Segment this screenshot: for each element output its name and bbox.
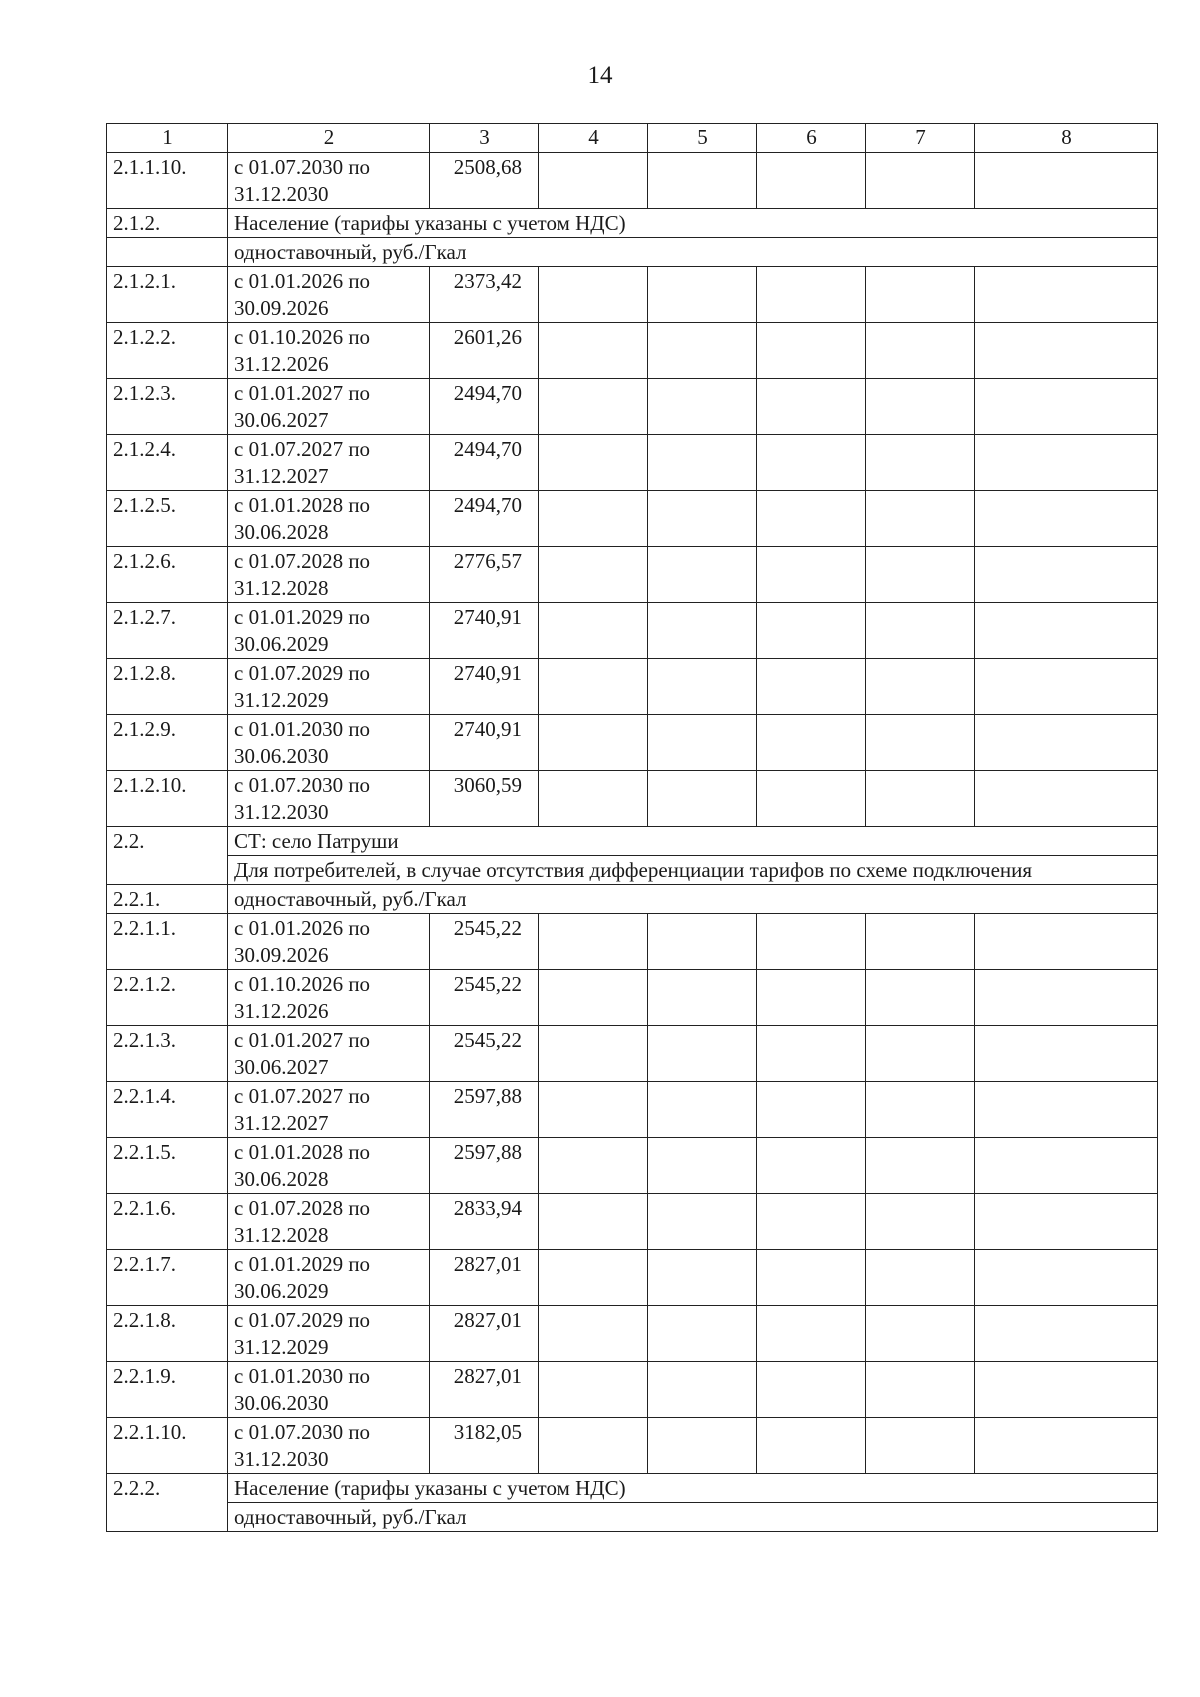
empty-cell — [648, 1138, 757, 1194]
tariff-value: 2740,91 — [430, 715, 539, 771]
item-number: 2.1.2.2. — [107, 323, 228, 379]
item-number: 2.1.2.4. — [107, 435, 228, 491]
item-number: 2.2.1.3. — [107, 1026, 228, 1082]
empty-cell — [757, 970, 866, 1026]
period-cell: с 01.07.2030 по 31.12.2030 — [228, 153, 430, 209]
empty-cell — [866, 970, 975, 1026]
period-cell: с 01.10.2026 по 31.12.2026 — [228, 323, 430, 379]
period-cell: с 01.01.2030 по 30.06.2030 — [228, 1362, 430, 1418]
empty-cell — [757, 1250, 866, 1306]
empty-cell — [757, 715, 866, 771]
tariff-row — [107, 153, 1158, 209]
tariff-value: 2597,88 — [430, 1138, 539, 1194]
empty-cell — [757, 267, 866, 323]
item-number: 2.1.2. — [107, 209, 228, 238]
empty-cell — [757, 1418, 866, 1474]
subsection-row — [107, 238, 1158, 267]
empty-cell — [757, 914, 866, 970]
section-title: одноставочный, руб./Гкал — [228, 885, 1158, 914]
item-number: 2.1.2.6. — [107, 547, 228, 603]
empty-cell — [648, 1306, 757, 1362]
tariff-value: 2740,91 — [430, 603, 539, 659]
empty-cell — [757, 1026, 866, 1082]
empty-cell — [539, 1194, 648, 1250]
empty-cell — [757, 379, 866, 435]
section-title: Население (тарифы указаны с учетом НДС) — [228, 209, 1158, 238]
empty-cell — [975, 379, 1158, 435]
empty-cell — [866, 1138, 975, 1194]
tariff-value: 2597,88 — [430, 1082, 539, 1138]
tariff-row — [107, 970, 1158, 1026]
empty-cell — [975, 491, 1158, 547]
empty-cell — [757, 603, 866, 659]
section-row — [107, 209, 1158, 238]
empty-cell — [975, 1418, 1158, 1474]
period-cell: с 01.07.2028 по 31.12.2028 — [228, 1194, 430, 1250]
empty-cell — [975, 771, 1158, 827]
tariff-value: 2508,68 — [430, 153, 539, 209]
tariff-row — [107, 1138, 1158, 1194]
empty-cell — [648, 659, 757, 715]
empty-cell — [539, 659, 648, 715]
empty-cell — [539, 323, 648, 379]
empty-cell — [648, 603, 757, 659]
empty-cell — [539, 914, 648, 970]
empty-cell — [648, 379, 757, 435]
empty-cell — [648, 914, 757, 970]
empty-cell — [757, 1362, 866, 1418]
item-number: 2.1.1.10. — [107, 153, 228, 209]
section-row — [107, 885, 1158, 914]
empty-cell — [866, 1026, 975, 1082]
tariff-value: 2776,57 — [430, 547, 539, 603]
tariff-value: 2373,42 — [430, 267, 539, 323]
empty-cell — [866, 323, 975, 379]
empty-cell — [866, 379, 975, 435]
tariff-value: 2827,01 — [430, 1250, 539, 1306]
item-number: 2.1.2.9. — [107, 715, 228, 771]
tariff-value: 3060,59 — [430, 771, 539, 827]
empty-cell — [757, 659, 866, 715]
tariff-value: 2494,70 — [430, 435, 539, 491]
empty-cell — [539, 771, 648, 827]
item-number: 2.2.1.4. — [107, 1082, 228, 1138]
empty-cell — [648, 1250, 757, 1306]
empty-cell — [648, 435, 757, 491]
empty-cell — [648, 715, 757, 771]
tariff-value: 2545,22 — [430, 1026, 539, 1082]
tariff-value: 2740,91 — [430, 659, 539, 715]
period-cell: с 01.07.2029 по 31.12.2029 — [228, 1306, 430, 1362]
empty-cell — [648, 153, 757, 209]
column-number: 3 — [430, 124, 539, 153]
empty-cell — [648, 267, 757, 323]
tariff-table — [106, 123, 1158, 1532]
empty-cell — [539, 1082, 648, 1138]
tariff-value: 2601,26 — [430, 323, 539, 379]
tariff-row — [107, 267, 1158, 323]
section-title: СТ: село Патруши — [228, 827, 1158, 856]
period-cell: с 01.01.2029 по 30.06.2029 — [228, 1250, 430, 1306]
period-cell: с 01.07.2028 по 31.12.2028 — [228, 547, 430, 603]
tariff-row — [107, 771, 1158, 827]
tariff-row — [107, 491, 1158, 547]
empty-cell — [866, 771, 975, 827]
item-number: 2.1.2.8. — [107, 659, 228, 715]
empty-cell — [539, 1362, 648, 1418]
empty-cell — [539, 491, 648, 547]
period-cell: с 01.07.2027 по 31.12.2027 — [228, 1082, 430, 1138]
subsection-row — [107, 856, 1158, 885]
section-row — [107, 1474, 1158, 1503]
empty-cell — [866, 153, 975, 209]
tariff-value: 2494,70 — [430, 491, 539, 547]
empty-cell — [866, 1418, 975, 1474]
empty-cell — [539, 603, 648, 659]
empty-cell — [866, 491, 975, 547]
tariff-value: 3182,05 — [430, 1418, 539, 1474]
empty-cell — [866, 1362, 975, 1418]
empty-cell — [866, 1082, 975, 1138]
empty-cell — [866, 267, 975, 323]
tariff-row — [107, 659, 1158, 715]
period-cell: с 01.01.2027 по 30.06.2027 — [228, 1026, 430, 1082]
empty-cell — [975, 1026, 1158, 1082]
empty-cell — [107, 238, 228, 267]
tariff-row — [107, 1026, 1158, 1082]
subsection-title: Для потребителей, в случае отсутствия дифференциации тарифов по схеме подключения — [228, 856, 1158, 885]
period-cell: с 01.01.2026 по 30.09.2026 — [228, 267, 430, 323]
empty-cell — [975, 1306, 1158, 1362]
empty-cell — [975, 914, 1158, 970]
tariff-value: 2545,22 — [430, 914, 539, 970]
empty-cell — [866, 547, 975, 603]
tariff-value: 2494,70 — [430, 379, 539, 435]
tariff-row — [107, 323, 1158, 379]
empty-cell — [757, 771, 866, 827]
section-title: Население (тарифы указаны с учетом НДС) — [228, 1474, 1158, 1503]
column-number: 5 — [648, 124, 757, 153]
period-cell: с 01.01.2029 по 30.06.2029 — [228, 603, 430, 659]
tariff-value: 2545,22 — [430, 970, 539, 1026]
empty-cell — [539, 153, 648, 209]
empty-cell — [757, 1194, 866, 1250]
column-number: 4 — [539, 124, 648, 153]
empty-cell — [866, 435, 975, 491]
empty-cell — [648, 970, 757, 1026]
empty-cell — [757, 1138, 866, 1194]
column-number-row — [107, 124, 1158, 153]
tariff-row — [107, 603, 1158, 659]
period-cell: с 01.01.2028 по 30.06.2028 — [228, 1138, 430, 1194]
empty-cell — [648, 323, 757, 379]
empty-cell — [648, 1026, 757, 1082]
item-number: 2.2.1.8. — [107, 1306, 228, 1362]
period-cell: с 01.07.2027 по 31.12.2027 — [228, 435, 430, 491]
empty-cell — [539, 1418, 648, 1474]
tariff-row — [107, 1194, 1158, 1250]
empty-cell — [539, 1250, 648, 1306]
period-cell: с 01.10.2026 по 31.12.2026 — [228, 970, 430, 1026]
empty-cell — [866, 1250, 975, 1306]
empty-cell — [866, 1306, 975, 1362]
tariff-row — [107, 547, 1158, 603]
empty-cell — [539, 1026, 648, 1082]
empty-cell — [866, 914, 975, 970]
item-number: 2.1.2.3. — [107, 379, 228, 435]
tariff-value: 2827,01 — [430, 1362, 539, 1418]
empty-cell — [757, 435, 866, 491]
subsection-title: одноставочный, руб./Гкал — [228, 238, 1158, 267]
tariff-row — [107, 435, 1158, 491]
empty-cell — [975, 153, 1158, 209]
empty-cell — [866, 1194, 975, 1250]
tariff-table-body — [107, 124, 1158, 1532]
empty-cell — [975, 659, 1158, 715]
tariff-row — [107, 379, 1158, 435]
empty-cell — [866, 659, 975, 715]
empty-cell — [975, 970, 1158, 1026]
item-number: 2.1.2.10. — [107, 771, 228, 827]
item-number: 2.1.2.5. — [107, 491, 228, 547]
subsection-row — [107, 1503, 1158, 1532]
empty-cell — [539, 1138, 648, 1194]
column-number: 8 — [975, 124, 1158, 153]
column-number: 1 — [107, 124, 228, 153]
empty-cell — [648, 547, 757, 603]
item-number: 2.2.1.6. — [107, 1194, 228, 1250]
empty-cell — [975, 1250, 1158, 1306]
item-number: 2.2.2. — [107, 1474, 228, 1532]
section-row — [107, 827, 1158, 856]
period-cell: с 01.01.2026 по 30.09.2026 — [228, 914, 430, 970]
empty-cell — [539, 379, 648, 435]
item-number: 2.2.1.10. — [107, 1418, 228, 1474]
empty-cell — [757, 153, 866, 209]
item-number: 2.1.2.1. — [107, 267, 228, 323]
empty-cell — [975, 715, 1158, 771]
empty-cell — [539, 435, 648, 491]
period-cell: с 01.01.2030 по 30.06.2030 — [228, 715, 430, 771]
subsection-title: одноставочный, руб./Гкал — [228, 1503, 1158, 1532]
empty-cell — [975, 1194, 1158, 1250]
empty-cell — [757, 491, 866, 547]
empty-cell — [757, 1306, 866, 1362]
tariff-row — [107, 1418, 1158, 1474]
tariff-row — [107, 1362, 1158, 1418]
empty-cell — [648, 1082, 757, 1138]
empty-cell — [975, 323, 1158, 379]
tariff-row — [107, 1250, 1158, 1306]
empty-cell — [648, 1194, 757, 1250]
empty-cell — [975, 1362, 1158, 1418]
item-number: 2.2.1.7. — [107, 1250, 228, 1306]
empty-cell — [975, 603, 1158, 659]
empty-cell — [975, 1082, 1158, 1138]
item-number: 2.2.1.9. — [107, 1362, 228, 1418]
tariff-row — [107, 1306, 1158, 1362]
tariff-row — [107, 715, 1158, 771]
empty-cell — [648, 771, 757, 827]
empty-cell — [539, 1306, 648, 1362]
period-cell: с 01.07.2030 по 31.12.2030 — [228, 1418, 430, 1474]
item-number: 2.2.1.1. — [107, 914, 228, 970]
period-cell: с 01.07.2030 по 31.12.2030 — [228, 771, 430, 827]
period-cell: с 01.01.2027 по 30.06.2027 — [228, 379, 430, 435]
tariff-value: 2833,94 — [430, 1194, 539, 1250]
item-number: 2.1.2.7. — [107, 603, 228, 659]
empty-cell — [975, 435, 1158, 491]
empty-cell — [648, 1362, 757, 1418]
tariff-row — [107, 1082, 1158, 1138]
empty-cell — [866, 715, 975, 771]
item-number: 2.2. — [107, 827, 228, 885]
empty-cell — [648, 491, 757, 547]
empty-cell — [866, 603, 975, 659]
period-cell: с 01.01.2028 по 30.06.2028 — [228, 491, 430, 547]
empty-cell — [757, 323, 866, 379]
tariff-row — [107, 914, 1158, 970]
empty-cell — [539, 267, 648, 323]
empty-cell — [975, 547, 1158, 603]
period-cell: с 01.07.2029 по 31.12.2029 — [228, 659, 430, 715]
item-number: 2.2.1. — [107, 885, 228, 914]
empty-cell — [757, 547, 866, 603]
column-number: 6 — [757, 124, 866, 153]
tariff-value: 2827,01 — [430, 1306, 539, 1362]
empty-cell — [975, 1138, 1158, 1194]
empty-cell — [539, 715, 648, 771]
item-number: 2.2.1.5. — [107, 1138, 228, 1194]
empty-cell — [539, 547, 648, 603]
page-number: 14 — [587, 62, 613, 89]
column-number: 2 — [228, 124, 430, 153]
column-number: 7 — [866, 124, 975, 153]
empty-cell — [757, 1082, 866, 1138]
empty-cell — [975, 267, 1158, 323]
empty-cell — [648, 1418, 757, 1474]
item-number: 2.2.1.2. — [107, 970, 228, 1026]
empty-cell — [539, 970, 648, 1026]
